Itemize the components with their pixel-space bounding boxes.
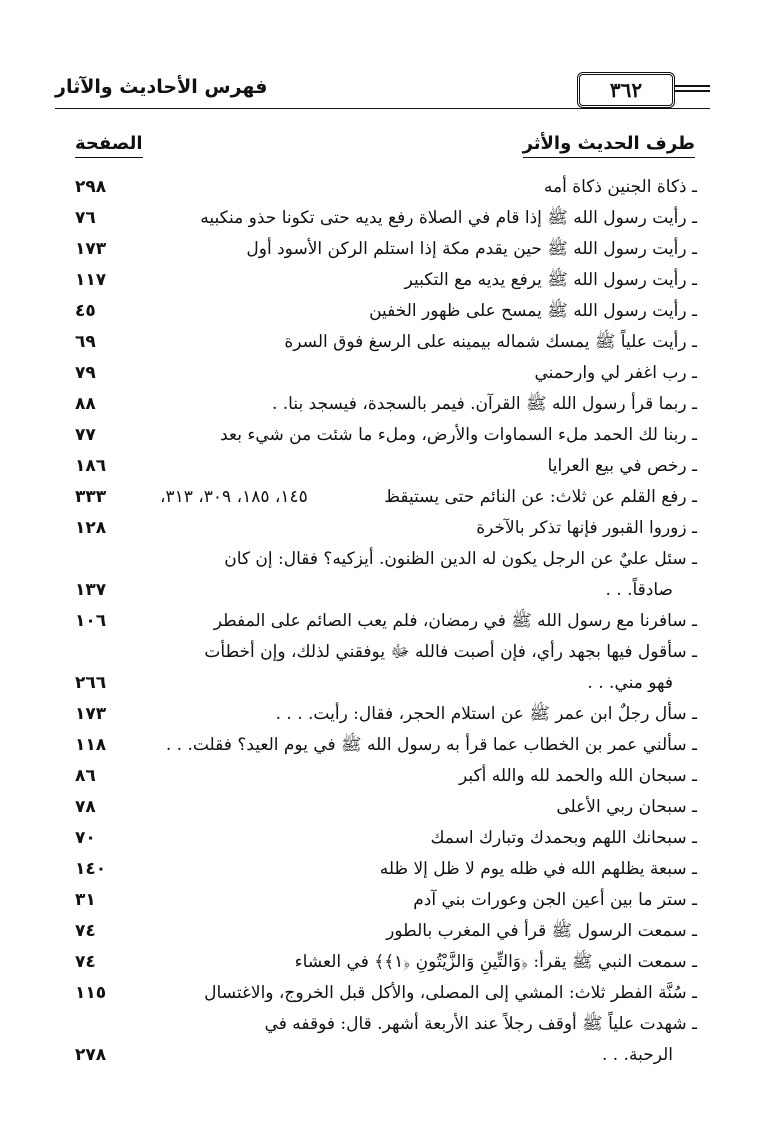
page-reference: ١٨٦	[75, 456, 107, 476]
index-entry	[75, 854, 697, 885]
index-entry	[75, 730, 697, 761]
index-entry	[75, 885, 697, 916]
hadith-text: ـ رأيت رسول الله ﷺ حين يقدم مكة إذا استلم الركن الأسود أول	[246, 239, 697, 259]
index-entry	[75, 1009, 697, 1071]
hadith-text: ـ رخص في بيع العرايا	[547, 456, 697, 476]
hadith-text: ـ رأيت رسول الله ﷺ يرفع يديه مع التكبير	[404, 270, 697, 290]
header-rule	[55, 108, 710, 109]
hadith-text: ـ سألني عمر بن الخطاب عما قرأ به رسول الله ﷺ في يوم العيد؟ فقلت. . .	[165, 735, 697, 755]
index-entry-line	[75, 575, 697, 606]
page-reference: ٧٩	[75, 363, 96, 383]
index-entry	[75, 389, 697, 420]
index-entry-line	[75, 854, 697, 885]
page-reference: ٧٨	[75, 797, 96, 817]
index-entry-line	[75, 761, 697, 792]
index-entry-line	[75, 451, 697, 482]
hadith-text: ـ سأقول فيها بجهد رأي، فإن أصبت فالله ﷻ يوفقني لذلك، وإن أخطأت	[204, 642, 697, 662]
index-entry-line	[75, 482, 697, 513]
index-entry	[75, 358, 697, 389]
page-reference: ٤٥	[75, 301, 96, 321]
page-reference: ١٤٠	[75, 859, 107, 879]
index-entry	[75, 513, 697, 544]
index-entry	[75, 296, 697, 327]
index-entry	[75, 699, 697, 730]
hadith-text: ـ ربما قرأ رسول الله ﷺ القرآن. فيمر بالسجدة، فيسجد بنا. .	[271, 394, 697, 414]
page-reference: ٧٠	[75, 828, 96, 848]
index-entry	[75, 203, 697, 234]
index-entry	[75, 234, 697, 265]
index-entry-line	[75, 637, 697, 668]
page-reference: ٢٧٨	[75, 1045, 107, 1065]
index-entry-line	[75, 203, 697, 234]
index-entry-line	[75, 327, 697, 358]
column-header-hadith: طرف الحديث والأثر	[522, 133, 695, 154]
page-header	[55, 72, 710, 112]
hadith-text: ـ رأيت رسول الله ﷺ إذا قام في الصلاة رفع يديه حتى تكونا حذو منكبيه	[200, 208, 697, 228]
page-reference: ١١٨	[75, 735, 107, 755]
hadith-index-list	[75, 172, 697, 1071]
hadith-text: ـ سئل عليٌ عن الرجل يكون له الدين الظنون. أيزكيه؟ فقال: إن كان	[224, 549, 697, 569]
page-reference: ١١٧	[75, 270, 107, 290]
hadith-text: ـ زوروا القبور فإنها تذكر بالآخرة	[476, 518, 697, 538]
index-entry-line	[75, 916, 697, 947]
page-reference: ٧٤	[75, 952, 96, 972]
index-entry-line	[75, 358, 697, 389]
index-entry-line	[75, 1009, 697, 1040]
running-title: فهرس الأحاديث والآثار	[55, 76, 268, 98]
page-reference: ٧٦	[75, 208, 96, 228]
page-reference: ٦٩	[75, 332, 96, 352]
page-reference: ١٧٣	[75, 239, 107, 259]
page-reference: ١٣٧	[75, 580, 107, 600]
index-entry	[75, 172, 697, 203]
page-reference: ٨٨	[75, 394, 96, 414]
hadith-text: ـ سُنَّة الفطر ثلاث: المشي إلى المصلى، والأكل قبل الخروج، والاغتسال	[204, 983, 697, 1003]
hadith-text: فهو مني. . .	[587, 673, 673, 693]
header-ornament-rule	[674, 90, 710, 92]
page-reference: ١٧٣	[75, 704, 107, 724]
column-headers	[75, 133, 695, 157]
hadith-text: ـ سبعة يظلهم الله في ظله يوم لا ظل إلا ظله	[379, 859, 697, 879]
index-entry	[75, 978, 697, 1009]
index-entry-line	[75, 389, 697, 420]
index-entry-line	[75, 947, 697, 978]
index-entry-line	[75, 885, 697, 916]
hadith-text: ـ ستر ما بين أعين الجن وعورات بني آدم	[413, 890, 697, 910]
page-reference: ٣١	[75, 890, 96, 910]
page-number: ٣٦٢	[577, 72, 675, 108]
index-entry	[75, 761, 697, 792]
index-entry-line	[75, 668, 697, 699]
index-entry-line	[75, 792, 697, 823]
page-reference: ٧٧	[75, 425, 96, 445]
hadith-text: ـ سبحانك اللهم وبحمدك وتبارك اسمك	[430, 828, 697, 848]
page-reference: ٢٩٨	[75, 177, 107, 197]
page-reference: ١١٥	[75, 983, 107, 1003]
page-reference: ١٢٨	[75, 518, 107, 538]
hadith-text: ـ سمعت النبي ﷺ يقرأ: ﴿وَالتِّينِ وَالزَّيْتُونِ ﴿١﴾﴾ في العشاء	[294, 952, 697, 972]
index-entry-line	[75, 730, 697, 761]
index-entry-line	[75, 1040, 697, 1071]
index-entry	[75, 265, 697, 296]
index-entry-line	[75, 699, 697, 730]
hadith-text: ـ سبحان ربي الأعلى	[556, 797, 697, 817]
page-reference: ٢٦٦	[75, 673, 107, 693]
hadith-text: ـ سبحان الله والحمد لله والله أكبر	[459, 766, 697, 786]
index-entry-line	[75, 172, 697, 203]
hadith-text: ـ رفع القلم عن ثلاث: عن النائم حتى يستيقظ	[384, 487, 697, 507]
hadith-text: ـ شهدت علياً ﷺ أوقف رجلاً عند الأربعة أشهر. قال: فوقفه في	[264, 1014, 697, 1034]
index-entry-line	[75, 606, 697, 637]
hadith-text: ـ رأيت رسول الله ﷺ يمسح على ظهور الخفين	[369, 301, 697, 321]
index-entry	[75, 327, 697, 358]
column-header-page: الصفحة	[75, 133, 143, 154]
index-entry	[75, 792, 697, 823]
index-entry	[75, 544, 697, 606]
index-entry-line	[75, 978, 697, 1009]
hadith-text: ـ ربنا لك الحمد ملء السماوات والأرض، وملء ما شئت من شيء بعد	[220, 425, 697, 445]
index-entry-line	[75, 234, 697, 265]
hadith-text: ـ ذكاة الجنين ذكاة أمه	[543, 177, 697, 197]
hadith-text: ـ سمعت الرسول ﷺ قرأ في المغرب بالطور	[386, 921, 697, 941]
hadith-text: ـ رب اغفر لي وارحمني	[534, 363, 697, 383]
index-entry-line	[75, 513, 697, 544]
index-entry	[75, 451, 697, 482]
hadith-text: صادقاً. . .	[605, 580, 673, 600]
page-reference: ١٠٦	[75, 611, 107, 631]
hadith-text: الرحبة. . .	[601, 1045, 673, 1065]
hadith-text: ـ سأل رجلٌ ابن عمر ﷺ عن استلام الحجر، فقال: رأيت. . . .	[275, 704, 697, 724]
index-entry	[75, 482, 697, 513]
index-entry-line	[75, 544, 697, 575]
index-entry	[75, 916, 697, 947]
index-entry-line	[75, 296, 697, 327]
index-entry	[75, 606, 697, 637]
page-reference: ٣٣٣	[75, 487, 107, 507]
index-entry	[75, 823, 697, 854]
hadith-text: ـ سافرنا مع رسول الله ﷺ في رمضان، فلم يعب الصائم على المفطر	[213, 611, 697, 631]
index-entry-line	[75, 420, 697, 451]
page-reference: ٧٤	[75, 921, 96, 941]
index-entry	[75, 420, 697, 451]
index-entry	[75, 637, 697, 699]
index-entry	[75, 947, 697, 978]
header-ornament-rule	[674, 85, 710, 87]
index-entry-line	[75, 265, 697, 296]
additional-page-references: ١٤٥، ١٨٥، ٣٠٩، ٣١٣،	[160, 487, 308, 507]
page-reference: ٨٦	[75, 766, 96, 786]
index-entry-line	[75, 823, 697, 854]
hadith-text: ـ رأيت علياً ﷺ يمسك شماله بيمينه على الرسغ فوق السرة	[284, 332, 697, 352]
